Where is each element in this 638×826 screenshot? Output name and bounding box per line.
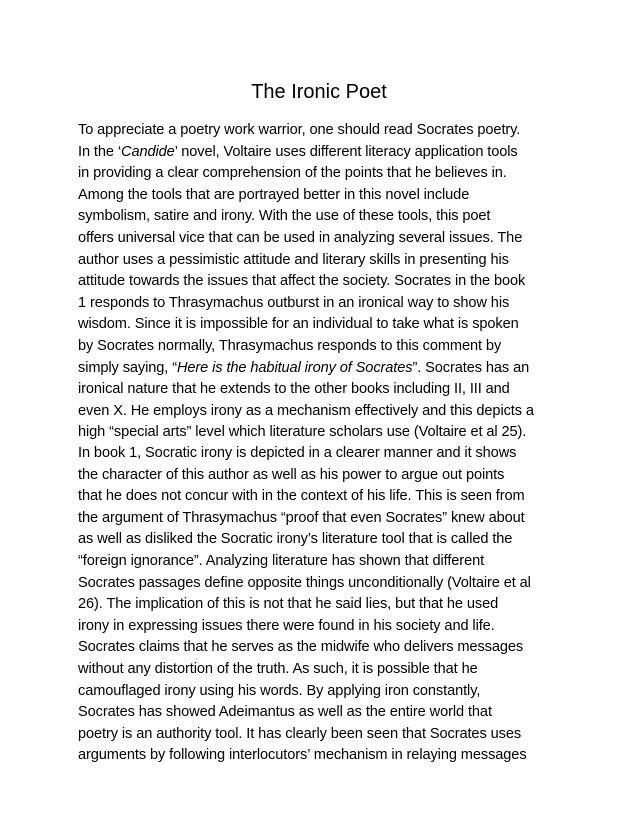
text-run: “foreign ignorance”. Analyzing literature has shown that different [78, 552, 485, 569]
text-run: even X. He employs irony as a mechanism effectively and this depicts a [78, 402, 534, 419]
text-line [78, 163, 534, 185]
text-run: without any distortion of the truth. As such, it is possible that he [78, 660, 478, 677]
text-run: Among the tools that are portrayed better in this novel include [78, 186, 470, 203]
text-line [78, 529, 531, 551]
text-line [78, 551, 531, 573]
text-run: 1 responds to Thrasymachus outburst in an ironical way to show his [78, 294, 510, 311]
text-line [78, 637, 531, 659]
text-line [78, 379, 534, 401]
text-line [78, 271, 534, 293]
text-run: Socrates passages define opposite things unconditionally (Voltaire et al [78, 574, 531, 591]
text-run: author uses a pessimistic attitude and literary skills in presenting his [78, 251, 509, 268]
text-line [78, 486, 531, 508]
text-run: by Socrates normally, Thrasymachus responds to this comment by [78, 337, 502, 354]
text-run: as well as disliked the Socratic irony’s literature tool that is called the [78, 531, 513, 548]
text-line [78, 745, 531, 767]
text-line [78, 422, 534, 444]
text-line [78, 142, 534, 164]
text-line [78, 228, 534, 250]
text-run: arguments by following interlocutors’ mechanism in relaying messages [78, 747, 527, 764]
text-run: ironical nature that he extends to the other books including II, III and [78, 381, 510, 398]
text-run: simply saying, “ [78, 359, 177, 376]
text-line [78, 659, 531, 681]
text-line [78, 336, 534, 358]
text-run: attitude towards the issues that affect the society. Socrates in the book [78, 273, 526, 290]
text-line [78, 681, 531, 703]
paragraph-1 [78, 120, 534, 444]
text-run: wisdom. Since it is impossible for an individual to take what is spoken [78, 316, 519, 333]
text-run: irony in expressing issues there were found in his society and life. [78, 617, 495, 634]
text-run: symbolism, satire and irony. With the use of these tools, this poet [78, 208, 491, 225]
text-run: In the ‘ [78, 143, 122, 160]
text-line [78, 724, 531, 746]
italic-text-run: Candide [121, 143, 175, 160]
text-run: in providing a clear comprehension of the points that he believes in. [78, 165, 507, 182]
text-run: In book 1, Socratic irony is depicted in a clearer manner and it shows [78, 445, 517, 461]
text-line [78, 120, 534, 142]
text-run: 26). The implication of this is not that he said lies, but that he used [78, 596, 499, 613]
text-run: the character of this author as well as his power to argue out points [78, 466, 505, 483]
text-line [78, 358, 534, 380]
document-title: The Ironic Poet [251, 81, 387, 103]
text-line [78, 702, 531, 724]
text-line [78, 401, 534, 423]
text-run: Socrates has showed Adeimantus as well as the entire world that [78, 704, 492, 721]
text-line [78, 465, 531, 487]
text-run: offers universal vice that can be used in analyzing several issues. The [78, 229, 523, 246]
text-line [78, 508, 531, 530]
text-line [78, 616, 531, 638]
text-line [78, 594, 531, 616]
italic-text-run: Here is the habitual irony of Socrates [176, 359, 413, 376]
text-line [78, 250, 534, 272]
text-line [78, 293, 534, 315]
text-line [78, 206, 534, 228]
text-run: high “special arts” level which literature scholars use (Voltaire et al 25). [78, 424, 527, 441]
text-run: To appreciate a poetry work warrior, one should read Socrates poetry. [78, 122, 521, 138]
paragraph-2 [78, 443, 531, 767]
text-run: poetry is an authority tool. It has clearly been seen that Socrates uses [78, 725, 522, 742]
text-run: the argument of Thrasymachus “proof that even Socrates” knew about [78, 509, 525, 526]
text-line [78, 573, 531, 595]
text-run: Socrates claims that he serves as the midwife who delivers messages [78, 639, 524, 656]
text-run: camouflaged irony using his words. By applying iron constantly, [78, 682, 481, 699]
text-line [78, 185, 534, 207]
text-run: ”. Socrates has an [412, 359, 530, 376]
text-line [78, 443, 531, 465]
text-line [78, 314, 534, 336]
text-run: ’ novel, Voltaire uses different literacy application tools [174, 143, 518, 160]
text-run: that he does not concur with in the context of his life. This is seen from [78, 488, 525, 505]
